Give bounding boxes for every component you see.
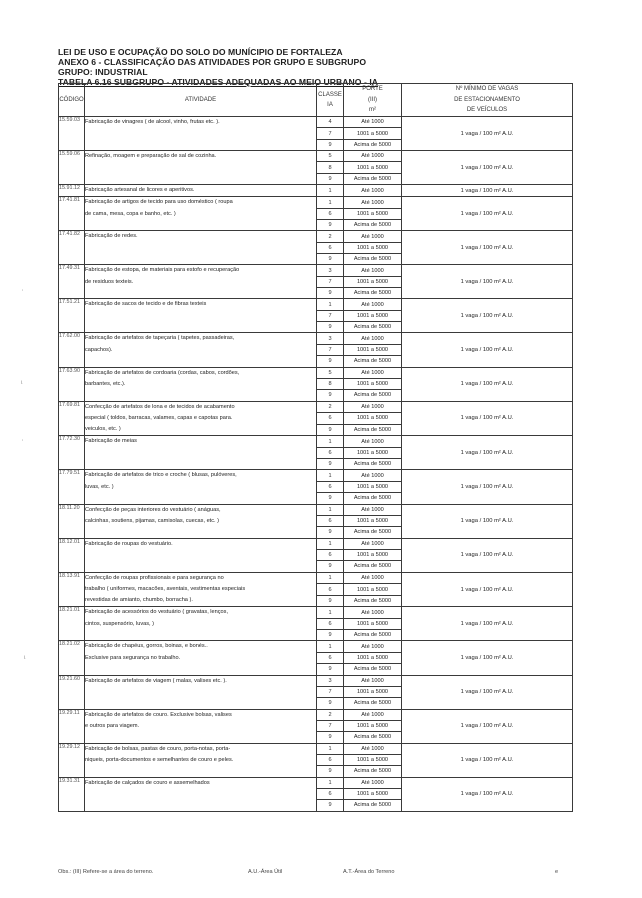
porte-value: 1001 a 5000 xyxy=(344,378,402,389)
activity-description-line: Fabricação de artefatos de viagem ( malas, valises etc. ). xyxy=(85,677,227,684)
activity-description-line: de cama, mesa, copa e banho, etc. ) xyxy=(85,210,176,217)
table-row xyxy=(59,572,573,584)
header-porte-line: PORTE xyxy=(362,86,383,93)
activity-description xyxy=(85,572,317,607)
porte-value: Até 1000 xyxy=(344,709,402,720)
porte-value: Acima de 5000 xyxy=(344,173,402,184)
activity-description xyxy=(85,401,317,436)
activity-code: 19.21.60 xyxy=(59,675,85,709)
parking-requirement: 1 vaga / 100 m² A.U. xyxy=(402,197,573,231)
parking-requirement: 1 vaga / 100 m² A.U. xyxy=(402,470,573,504)
activity-description-line: Fabricação de meias xyxy=(85,438,137,445)
activity-code: 18.12.01 xyxy=(59,538,85,572)
classe-value: 7 xyxy=(317,344,344,355)
activity-description-line: Exclusive para segurança no trabalho. xyxy=(85,654,181,661)
table-row xyxy=(59,151,573,162)
activity-description-line: calcinhas, soutiens, pijamas, camisolas, cuecas, etc. ) xyxy=(85,517,219,524)
activity-code: 17.41.82 xyxy=(59,231,85,265)
classe-value: 6 xyxy=(317,481,344,492)
porte-value: Até 1000 xyxy=(344,675,402,686)
table-row xyxy=(59,709,573,720)
parking-requirement: 1 vaga / 100 m² A.U. xyxy=(402,436,573,470)
activity-description-line: especial ( toldos, barracas, valames, capas e capotas para. xyxy=(85,414,233,421)
porte-value: 1001 a 5000 xyxy=(344,242,402,253)
parking-requirement: 1 vaga / 100 m² A.U. xyxy=(402,504,573,538)
activity-description-line: Confecção de roupas profissionais e para segurança no xyxy=(85,574,224,581)
header-porte-line: m² xyxy=(369,107,376,114)
activity-description-line: e outros para viagem. xyxy=(85,722,140,729)
activity-description xyxy=(85,367,317,401)
classe-value: 9 xyxy=(317,698,344,709)
activity-description xyxy=(85,265,317,299)
header-classe xyxy=(317,84,344,117)
activity-description xyxy=(85,641,317,675)
classe-value: 9 xyxy=(317,595,344,607)
activity-code: 17.79.51 xyxy=(59,470,85,504)
porte-value: Até 1000 xyxy=(344,538,402,549)
activity-description-line: Confecção de artefatos de lona e de tecidos de acabamento xyxy=(85,403,235,410)
activity-description-line: Fabricação de chapéus, gorros, boinas, e bonés.. xyxy=(85,643,208,650)
table-row xyxy=(59,777,573,788)
parking-requirement: 1 vaga / 100 m² A.U. xyxy=(402,607,573,641)
table-row xyxy=(59,185,573,197)
law-title: LEI DE USO E OCUPAÇÃO DO SOLO DO MUNÍCIPIO DE FORTALEZA xyxy=(58,47,343,57)
porte-value: Acima de 5000 xyxy=(344,254,402,265)
activity-description xyxy=(85,504,317,538)
activities-table xyxy=(58,83,573,812)
parking-requirement: 1 vaga / 100 m² A.U. xyxy=(402,777,573,811)
porte-value: Acima de 5000 xyxy=(344,322,402,333)
header-vagas-line: DE ESTACIONAMENTO xyxy=(454,96,520,103)
activity-description-line: veiculos, etc. ) xyxy=(85,426,121,433)
classe-value: 1 xyxy=(317,743,344,754)
parking-requirement: 1 vaga / 100 m² A.U. xyxy=(402,299,573,333)
table-row xyxy=(59,675,573,686)
parking-requirement: 1 vaga / 100 m² A.U. xyxy=(402,151,573,185)
activity-description-line: capachos). xyxy=(85,346,113,353)
activity-description-line: Refinação, moagem e preparação de sal de cozinha. xyxy=(85,153,217,160)
classe-value: 2 xyxy=(317,401,344,413)
header-classe-line: CLASSE xyxy=(318,91,342,98)
activity-description-line: trabalho ( uniformes, macacões, aventais, vestimentas especiais xyxy=(85,585,246,592)
classe-value: 1 xyxy=(317,777,344,788)
activity-code: 17.49.31 xyxy=(59,265,85,299)
table-body xyxy=(59,117,573,812)
classe-value: 6 xyxy=(317,515,344,526)
classe-value: 7 xyxy=(317,686,344,697)
activity-description-line: revestidas de amianto, chumbo, borracha ). xyxy=(85,597,193,604)
classe-value: 7 xyxy=(317,310,344,321)
classe-value: 6 xyxy=(317,652,344,663)
classe-value: 9 xyxy=(317,254,344,265)
classe-value: 6 xyxy=(317,242,344,253)
table-row xyxy=(59,436,573,447)
porte-value: Acima de 5000 xyxy=(344,493,402,504)
porte-value: Acima de 5000 xyxy=(344,356,402,367)
classe-value: 5 xyxy=(317,367,344,378)
activity-code: 18.21.02 xyxy=(59,641,85,675)
porte-value: 1001 a 5000 xyxy=(344,618,402,629)
porte-value: Acima de 5000 xyxy=(344,664,402,675)
classe-value: 6 xyxy=(317,754,344,765)
parking-requirement: 1 vaga / 100 m² A.U. xyxy=(402,572,573,607)
activity-description xyxy=(85,607,317,641)
porte-value: 1001 a 5000 xyxy=(344,344,402,355)
table-row xyxy=(59,197,573,208)
activity-description xyxy=(85,436,317,470)
porte-value: Até 1000 xyxy=(344,777,402,788)
activity-code: 15.91.12 xyxy=(59,185,85,197)
porte-value: Até 1000 xyxy=(344,572,402,584)
header-vagas-line: Nº MÍNIMO DE VAGAS xyxy=(455,86,519,93)
porte-value: Até 1000 xyxy=(344,231,402,242)
porte-value: Acima de 5000 xyxy=(344,527,402,538)
classe-value: 9 xyxy=(317,630,344,641)
activity-code: 17.62.00 xyxy=(59,333,85,367)
table-row xyxy=(59,299,573,310)
activity-description xyxy=(85,709,317,743)
classe-value: 9 xyxy=(317,459,344,470)
activity-description xyxy=(85,197,317,231)
activity-description-line: Confecção de peças interiores do vestuário ( anáguas, xyxy=(85,506,221,513)
activity-description-line: Fabricação de artefatos de trico e croche ( blusas, pulóveres, xyxy=(85,472,237,479)
porte-value: 1001 a 5000 xyxy=(344,788,402,799)
porte-value: Até 1000 xyxy=(344,299,402,310)
activity-description-line: niqueis, porta-documentos e semelhantes de couro e peles. xyxy=(85,756,234,763)
classe-value: 1 xyxy=(317,197,344,208)
activity-description-line: Fabricação de artefatos de tapeçaria ( tapetes, passadeiras, xyxy=(85,335,235,342)
parking-requirement: 1 vaga / 100 m² A.U. xyxy=(402,333,573,367)
activity-code: 19.29.11 xyxy=(59,709,85,743)
activity-description xyxy=(85,538,317,572)
porte-value: Até 1000 xyxy=(344,265,402,276)
activity-code: 17.41.81 xyxy=(59,197,85,231)
group-title: GRUPO: INDUSTRIAL xyxy=(58,67,148,77)
porte-value: Até 1000 xyxy=(344,401,402,413)
table-row xyxy=(59,117,573,128)
porte-value: Acima de 5000 xyxy=(344,459,402,470)
porte-value: 1001 a 5000 xyxy=(344,310,402,321)
header-classe-line: IA xyxy=(327,102,333,108)
classe-value: 3 xyxy=(317,265,344,276)
porte-value: Acima de 5000 xyxy=(344,561,402,572)
classe-value: 3 xyxy=(317,333,344,344)
porte-value: Até 1000 xyxy=(344,197,402,208)
porte-value: Acima de 5000 xyxy=(344,288,402,299)
activity-code: 18.13.91 xyxy=(59,572,85,607)
table-title: TABELA 6.16 SUBGRUPO - ATIVIDADES ADEQUADAS AO MEIO URBANO - IA xyxy=(58,77,379,87)
classe-value: 9 xyxy=(317,527,344,538)
porte-value: 1001 a 5000 xyxy=(344,128,402,139)
classe-value: 1 xyxy=(317,538,344,549)
activity-code: 15.59.03 xyxy=(59,117,85,151)
header-porte-line: (III) xyxy=(368,96,377,103)
classe-value: 9 xyxy=(317,561,344,572)
activity-code: 18.21.01 xyxy=(59,607,85,641)
activity-code: 18.11.20 xyxy=(59,504,85,538)
page-marker: e xyxy=(555,869,559,875)
porte-value: Acima de 5000 xyxy=(344,424,402,436)
classe-value: 5 xyxy=(317,151,344,162)
porte-value: 1001 a 5000 xyxy=(344,481,402,492)
classe-value: 9 xyxy=(317,732,344,743)
activity-description-line: Fabricação de acessórios do vestuário ( gravatas, lenços, xyxy=(85,609,229,616)
table-row xyxy=(59,538,573,549)
porte-value: Acima de 5000 xyxy=(344,220,402,231)
activity-description-line: cintos, suspensório, luvas, ) xyxy=(85,620,155,627)
footer-obs: Obs.: (III) Refere-se a área do terreno. xyxy=(58,869,154,875)
porte-value: Até 1000 xyxy=(344,504,402,515)
parking-requirement: 1 vaga / 100 m² A.U. xyxy=(402,743,573,777)
classe-value: 4 xyxy=(317,117,344,128)
classe-value: 1 xyxy=(317,470,344,481)
activity-description-line: Fabricação artesanal de licores e aperitivos. xyxy=(85,187,195,194)
activity-code: 17.51.21 xyxy=(59,299,85,333)
classe-value: 1 xyxy=(317,641,344,652)
classe-value: 1 xyxy=(317,607,344,618)
table-row xyxy=(59,641,573,652)
table-row xyxy=(59,401,573,413)
porte-value: Até 1000 xyxy=(344,436,402,447)
table-row xyxy=(59,743,573,754)
parking-requirement: 1 vaga / 100 m² A.U. xyxy=(402,367,573,401)
classe-value: 9 xyxy=(317,139,344,150)
table-row xyxy=(59,367,573,378)
porte-value: 1001 a 5000 xyxy=(344,754,402,765)
activity-description-line: Fabricação de roupas do vestuário. xyxy=(85,540,173,547)
porte-value: 1001 a 5000 xyxy=(344,447,402,458)
classe-value: 1 xyxy=(317,299,344,310)
activity-description xyxy=(85,151,317,185)
activity-description-line: Fabricação de vinagres ( de alcool, vinho, frutas etc. ). xyxy=(85,119,220,125)
porte-value: Acima de 5000 xyxy=(344,698,402,709)
activity-description xyxy=(85,675,317,709)
parking-requirement: 1 vaga / 100 m² A.U. xyxy=(402,401,573,436)
activity-code: 15.59.06 xyxy=(59,151,85,185)
classe-value: 6 xyxy=(317,447,344,458)
porte-value: Até 1000 xyxy=(344,641,402,652)
classe-value: 9 xyxy=(317,322,344,333)
classe-value: 6 xyxy=(317,549,344,560)
classe-value: 7 xyxy=(317,720,344,731)
parking-requirement: 1 vaga / 100 m² A.U. xyxy=(402,117,573,151)
porte-value: Acima de 5000 xyxy=(344,390,402,401)
activity-description-line: de residuos texteis. xyxy=(85,278,134,285)
activity-description-line: barbantes, etc.). xyxy=(85,380,126,387)
classe-value: 1 xyxy=(317,185,344,197)
classe-value: 6 xyxy=(317,618,344,629)
classe-value: 9 xyxy=(317,766,344,777)
table-row xyxy=(59,470,573,481)
activity-description xyxy=(85,231,317,265)
porte-value: Acima de 5000 xyxy=(344,139,402,150)
porte-value: Até 1000 xyxy=(344,185,402,197)
classe-value: 9 xyxy=(317,664,344,675)
classe-value: 1 xyxy=(317,504,344,515)
header-vagas xyxy=(402,84,573,117)
porte-value: 1001 a 5000 xyxy=(344,652,402,663)
activity-description xyxy=(85,777,317,811)
porte-value: Acima de 5000 xyxy=(344,630,402,641)
scan-speck: ɩ xyxy=(24,655,26,661)
parking-requirement: 1 vaga / 100 m² A.U. xyxy=(402,185,573,197)
parking-requirement: 1 vaga / 100 m² A.U. xyxy=(402,709,573,743)
porte-value: Até 1000 xyxy=(344,367,402,378)
classe-value: 9 xyxy=(317,390,344,401)
activity-description xyxy=(85,333,317,367)
activity-description xyxy=(85,185,317,197)
table-header-row xyxy=(59,84,573,117)
porte-value: 1001 a 5000 xyxy=(344,276,402,287)
activity-code: 17.69.81 xyxy=(59,401,85,436)
activity-code: 17.72.30 xyxy=(59,436,85,470)
porte-value: Até 1000 xyxy=(344,743,402,754)
porte-value: 1001 a 5000 xyxy=(344,515,402,526)
classe-value: 9 xyxy=(317,356,344,367)
activity-description xyxy=(85,743,317,777)
table-row xyxy=(59,333,573,344)
classe-value: 6 xyxy=(317,208,344,219)
header-atividade: ATIVIDADE xyxy=(85,84,317,117)
porte-value: 1001 a 5000 xyxy=(344,549,402,560)
table-row xyxy=(59,504,573,515)
classe-value: 1 xyxy=(317,572,344,584)
activity-code: 19.29.12 xyxy=(59,743,85,777)
classe-value: 9 xyxy=(317,173,344,184)
activity-description-line: luvas, etc. ) xyxy=(85,483,114,490)
activity-description-line: Fabricação de artigos de tecido para uso doméstico ( roupa xyxy=(85,199,233,206)
classe-value: 1 xyxy=(317,436,344,447)
classe-value: 6 xyxy=(317,788,344,799)
classe-value: 2 xyxy=(317,709,344,720)
porte-value: Acima de 5000 xyxy=(344,732,402,743)
porte-value: 1001 a 5000 xyxy=(344,686,402,697)
activity-description-line: Fabricação de redes. xyxy=(85,233,138,240)
porte-value: Até 1000 xyxy=(344,470,402,481)
classe-value: 9 xyxy=(317,424,344,436)
classe-value: 6 xyxy=(317,413,344,425)
parking-requirement: 1 vaga / 100 m² A.U. xyxy=(402,265,573,299)
footer-at: A.T.-Área do Terreno xyxy=(343,869,395,875)
porte-value: Até 1000 xyxy=(344,151,402,162)
activity-description-line: Fabricação de artefatos de cordoaria (cordas, cabos, cordões, xyxy=(85,369,240,376)
classe-value: 7 xyxy=(317,128,344,139)
activity-code: 19.31.31 xyxy=(59,777,85,811)
scan-speck: ɩ xyxy=(21,380,23,386)
parking-requirement: 1 vaga / 100 m² A.U. xyxy=(402,538,573,572)
document-titles xyxy=(58,47,378,87)
porte-value: 1001 a 5000 xyxy=(344,413,402,425)
header-codigo: CÓDIGO xyxy=(59,84,85,117)
classe-value: 9 xyxy=(317,493,344,504)
scan-speck: ʻ xyxy=(22,440,24,446)
classe-value: 9 xyxy=(317,288,344,299)
porte-value: Acima de 5000 xyxy=(344,766,402,777)
classe-value: 3 xyxy=(317,675,344,686)
table-row xyxy=(59,265,573,276)
table-row xyxy=(59,231,573,242)
activity-description-line: Fabricação de artefatos de couro. Exclusive bolsas, valises xyxy=(85,711,232,718)
annex-title: ANEXO 6 - CLASSIFICAÇÃO DAS ATIVIDADES POR GRUPO E SUBGRUPO xyxy=(58,57,367,67)
table-row xyxy=(59,607,573,618)
porte-value: 1001 a 5000 xyxy=(344,720,402,731)
activity-description-line: Fabricação de bolsas, pastas de couro, porta-notas, porta- xyxy=(85,745,231,752)
classe-value: 6 xyxy=(317,584,344,596)
classe-value: 9 xyxy=(317,800,344,811)
activity-description-line: Fabricação de estopa, de materiais para estofo e recuperação xyxy=(85,267,240,274)
classe-value: 8 xyxy=(317,378,344,389)
parking-requirement: 1 vaga / 100 m² A.U. xyxy=(402,641,573,675)
activity-description xyxy=(85,299,317,333)
classe-value: 2 xyxy=(317,231,344,242)
activity-description xyxy=(85,117,317,151)
scan-speck: ʻ xyxy=(22,290,24,296)
activity-code: 17.63.90 xyxy=(59,367,85,401)
porte-value: 1001 a 5000 xyxy=(344,162,402,173)
classe-value: 9 xyxy=(317,220,344,231)
activity-description xyxy=(85,470,317,504)
header-vagas-line: DE VEÍCULOS xyxy=(466,107,508,114)
classe-value: 7 xyxy=(317,276,344,287)
classe-value: 8 xyxy=(317,162,344,173)
porte-value: Acima de 5000 xyxy=(344,595,402,607)
activity-description-line: Fabricação de sacos de tecido e de fibras texteis xyxy=(85,301,207,308)
parking-requirement: 1 vaga / 100 m² A.U. xyxy=(402,675,573,709)
porte-value: 1001 a 5000 xyxy=(344,584,402,596)
header-porte xyxy=(344,84,402,117)
porte-value: Até 1000 xyxy=(344,333,402,344)
activity-description-line: Fabricação de calçados de couro e assemelhados xyxy=(85,779,210,786)
porte-value: Acima de 5000 xyxy=(344,800,402,811)
porte-value: 1001 a 5000 xyxy=(344,208,402,219)
porte-value: Até 1000 xyxy=(344,607,402,618)
porte-value: Até 1000 xyxy=(344,117,402,128)
parking-requirement: 1 vaga / 100 m² A.U. xyxy=(402,231,573,265)
footer-au: A.U.-Área Útil xyxy=(248,869,283,875)
